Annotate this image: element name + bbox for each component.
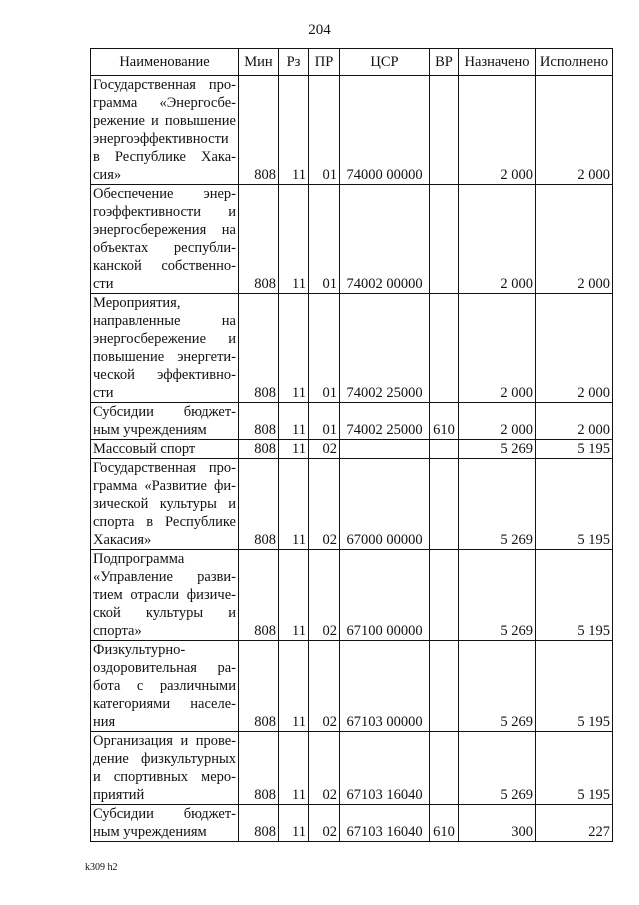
page-number: 204 <box>308 22 331 38</box>
row-executed: 2 000 <box>536 185 613 294</box>
row-assigned: 2 000 <box>459 294 536 403</box>
row-min: 808 <box>239 732 279 805</box>
row-pr: 01 <box>309 185 340 294</box>
table-header-row <box>91 49 613 76</box>
row-assigned: 2 000 <box>459 403 536 440</box>
row-min: 808 <box>239 294 279 403</box>
row-rz: 11 <box>279 732 309 805</box>
row-executed: 227 <box>536 805 613 842</box>
row-csr: 67103 16040 <box>340 732 430 805</box>
row-pr: 01 <box>309 403 340 440</box>
row-rz: 11 <box>279 403 309 440</box>
row-vr <box>430 459 459 550</box>
row-pr: 02 <box>309 550 340 641</box>
row-assigned: 5 269 <box>459 459 536 550</box>
row-vr: 610 <box>430 403 459 440</box>
row-assigned: 5 269 <box>459 732 536 805</box>
row-name: Субсидии бюджет-ным учреждениям <box>91 403 239 440</box>
row-executed: 5 195 <box>536 550 613 641</box>
row-rz: 11 <box>279 76 309 185</box>
row-vr <box>430 732 459 805</box>
row-name: Мероприятия, направленные на энергосбережение и повышение энергети-ческой эффективно-сти <box>91 294 239 403</box>
row-vr <box>430 440 459 459</box>
row-min: 808 <box>239 550 279 641</box>
row-min: 808 <box>239 641 279 732</box>
table-row <box>91 185 613 294</box>
row-rz: 11 <box>279 459 309 550</box>
row-executed: 5 195 <box>536 459 613 550</box>
row-executed: 5 195 <box>536 732 613 805</box>
row-assigned: 5 269 <box>459 440 536 459</box>
table-row <box>91 459 613 550</box>
row-csr: 67000 00000 <box>340 459 430 550</box>
row-pr: 02 <box>309 805 340 842</box>
table-row <box>91 732 613 805</box>
row-assigned: 2 000 <box>459 76 536 185</box>
table-row <box>91 805 613 842</box>
header-executed: Исполнено <box>536 49 613 76</box>
row-assigned: 300 <box>459 805 536 842</box>
row-pr: 01 <box>309 76 340 185</box>
row-min: 808 <box>239 805 279 842</box>
row-executed: 5 195 <box>536 440 613 459</box>
row-vr <box>430 76 459 185</box>
row-executed: 2 000 <box>536 294 613 403</box>
row-vr: 610 <box>430 805 459 842</box>
row-vr <box>430 294 459 403</box>
row-executed: 2 000 <box>536 76 613 185</box>
table-row <box>91 550 613 641</box>
header-csr: ЦСР <box>340 49 430 76</box>
row-pr: 02 <box>309 459 340 550</box>
row-rz: 11 <box>279 550 309 641</box>
row-rz: 11 <box>279 294 309 403</box>
row-vr <box>430 550 459 641</box>
row-name: Организация и прове-дение физкультурных и спортивных меро-приятий <box>91 732 239 805</box>
table-row <box>91 76 613 185</box>
row-name: Подпрограмма «Управление разви-тием отрасли физиче-ской культуры и спорта» <box>91 550 239 641</box>
header-rz: Рз <box>279 49 309 76</box>
footer-code: k309 h2 <box>85 862 118 873</box>
row-vr <box>430 185 459 294</box>
row-name: Физкультурно-оздоровительная ра-бота с различными категориями населе-ния <box>91 641 239 732</box>
row-csr <box>340 440 430 459</box>
row-csr: 67103 00000 <box>340 641 430 732</box>
row-pr: 02 <box>309 732 340 805</box>
row-name: Государственная про-грамма «Энергосбе-режение и повышение энергоэффективности в Республике Хака-сия» <box>91 76 239 185</box>
row-name: Обеспечение энер-гоэффективности и энергосбережения на объектах республи-канской собственно-сти <box>91 185 239 294</box>
row-name: Государственная про-грамма «Развитие фи-зической культуры и спорта в Республике Хакасия» <box>91 459 239 550</box>
row-name: Субсидии бюджет-ным учреждениям <box>91 805 239 842</box>
row-assigned: 5 269 <box>459 550 536 641</box>
row-csr: 74002 25000 <box>340 294 430 403</box>
row-csr: 74000 00000 <box>340 76 430 185</box>
row-csr: 67100 00000 <box>340 550 430 641</box>
table-row <box>91 641 613 732</box>
row-pr: 02 <box>309 641 340 732</box>
row-min: 808 <box>239 185 279 294</box>
row-assigned: 2 000 <box>459 185 536 294</box>
budget-table <box>90 48 613 842</box>
header-assigned: Назначено <box>459 49 536 76</box>
row-min: 808 <box>239 440 279 459</box>
row-pr: 01 <box>309 294 340 403</box>
table-row <box>91 403 613 440</box>
table-row <box>91 294 613 403</box>
row-pr: 02 <box>309 440 340 459</box>
row-assigned: 5 269 <box>459 641 536 732</box>
header-pr: ПР <box>309 49 340 76</box>
row-executed: 2 000 <box>536 403 613 440</box>
row-name: Массовый спорт <box>91 440 239 459</box>
row-rz: 11 <box>279 805 309 842</box>
row-min: 808 <box>239 76 279 185</box>
row-csr: 74002 00000 <box>340 185 430 294</box>
row-min: 808 <box>239 459 279 550</box>
table-row <box>91 440 613 459</box>
row-csr: 74002 25000 <box>340 403 430 440</box>
header-min: Мин <box>239 49 279 76</box>
header-name: Наименование <box>91 49 239 76</box>
row-rz: 11 <box>279 440 309 459</box>
row-csr: 67103 16040 <box>340 805 430 842</box>
header-vr: ВР <box>430 49 459 76</box>
row-executed: 5 195 <box>536 641 613 732</box>
row-vr <box>430 641 459 732</box>
row-min: 808 <box>239 403 279 440</box>
row-rz: 11 <box>279 641 309 732</box>
row-rz: 11 <box>279 185 309 294</box>
